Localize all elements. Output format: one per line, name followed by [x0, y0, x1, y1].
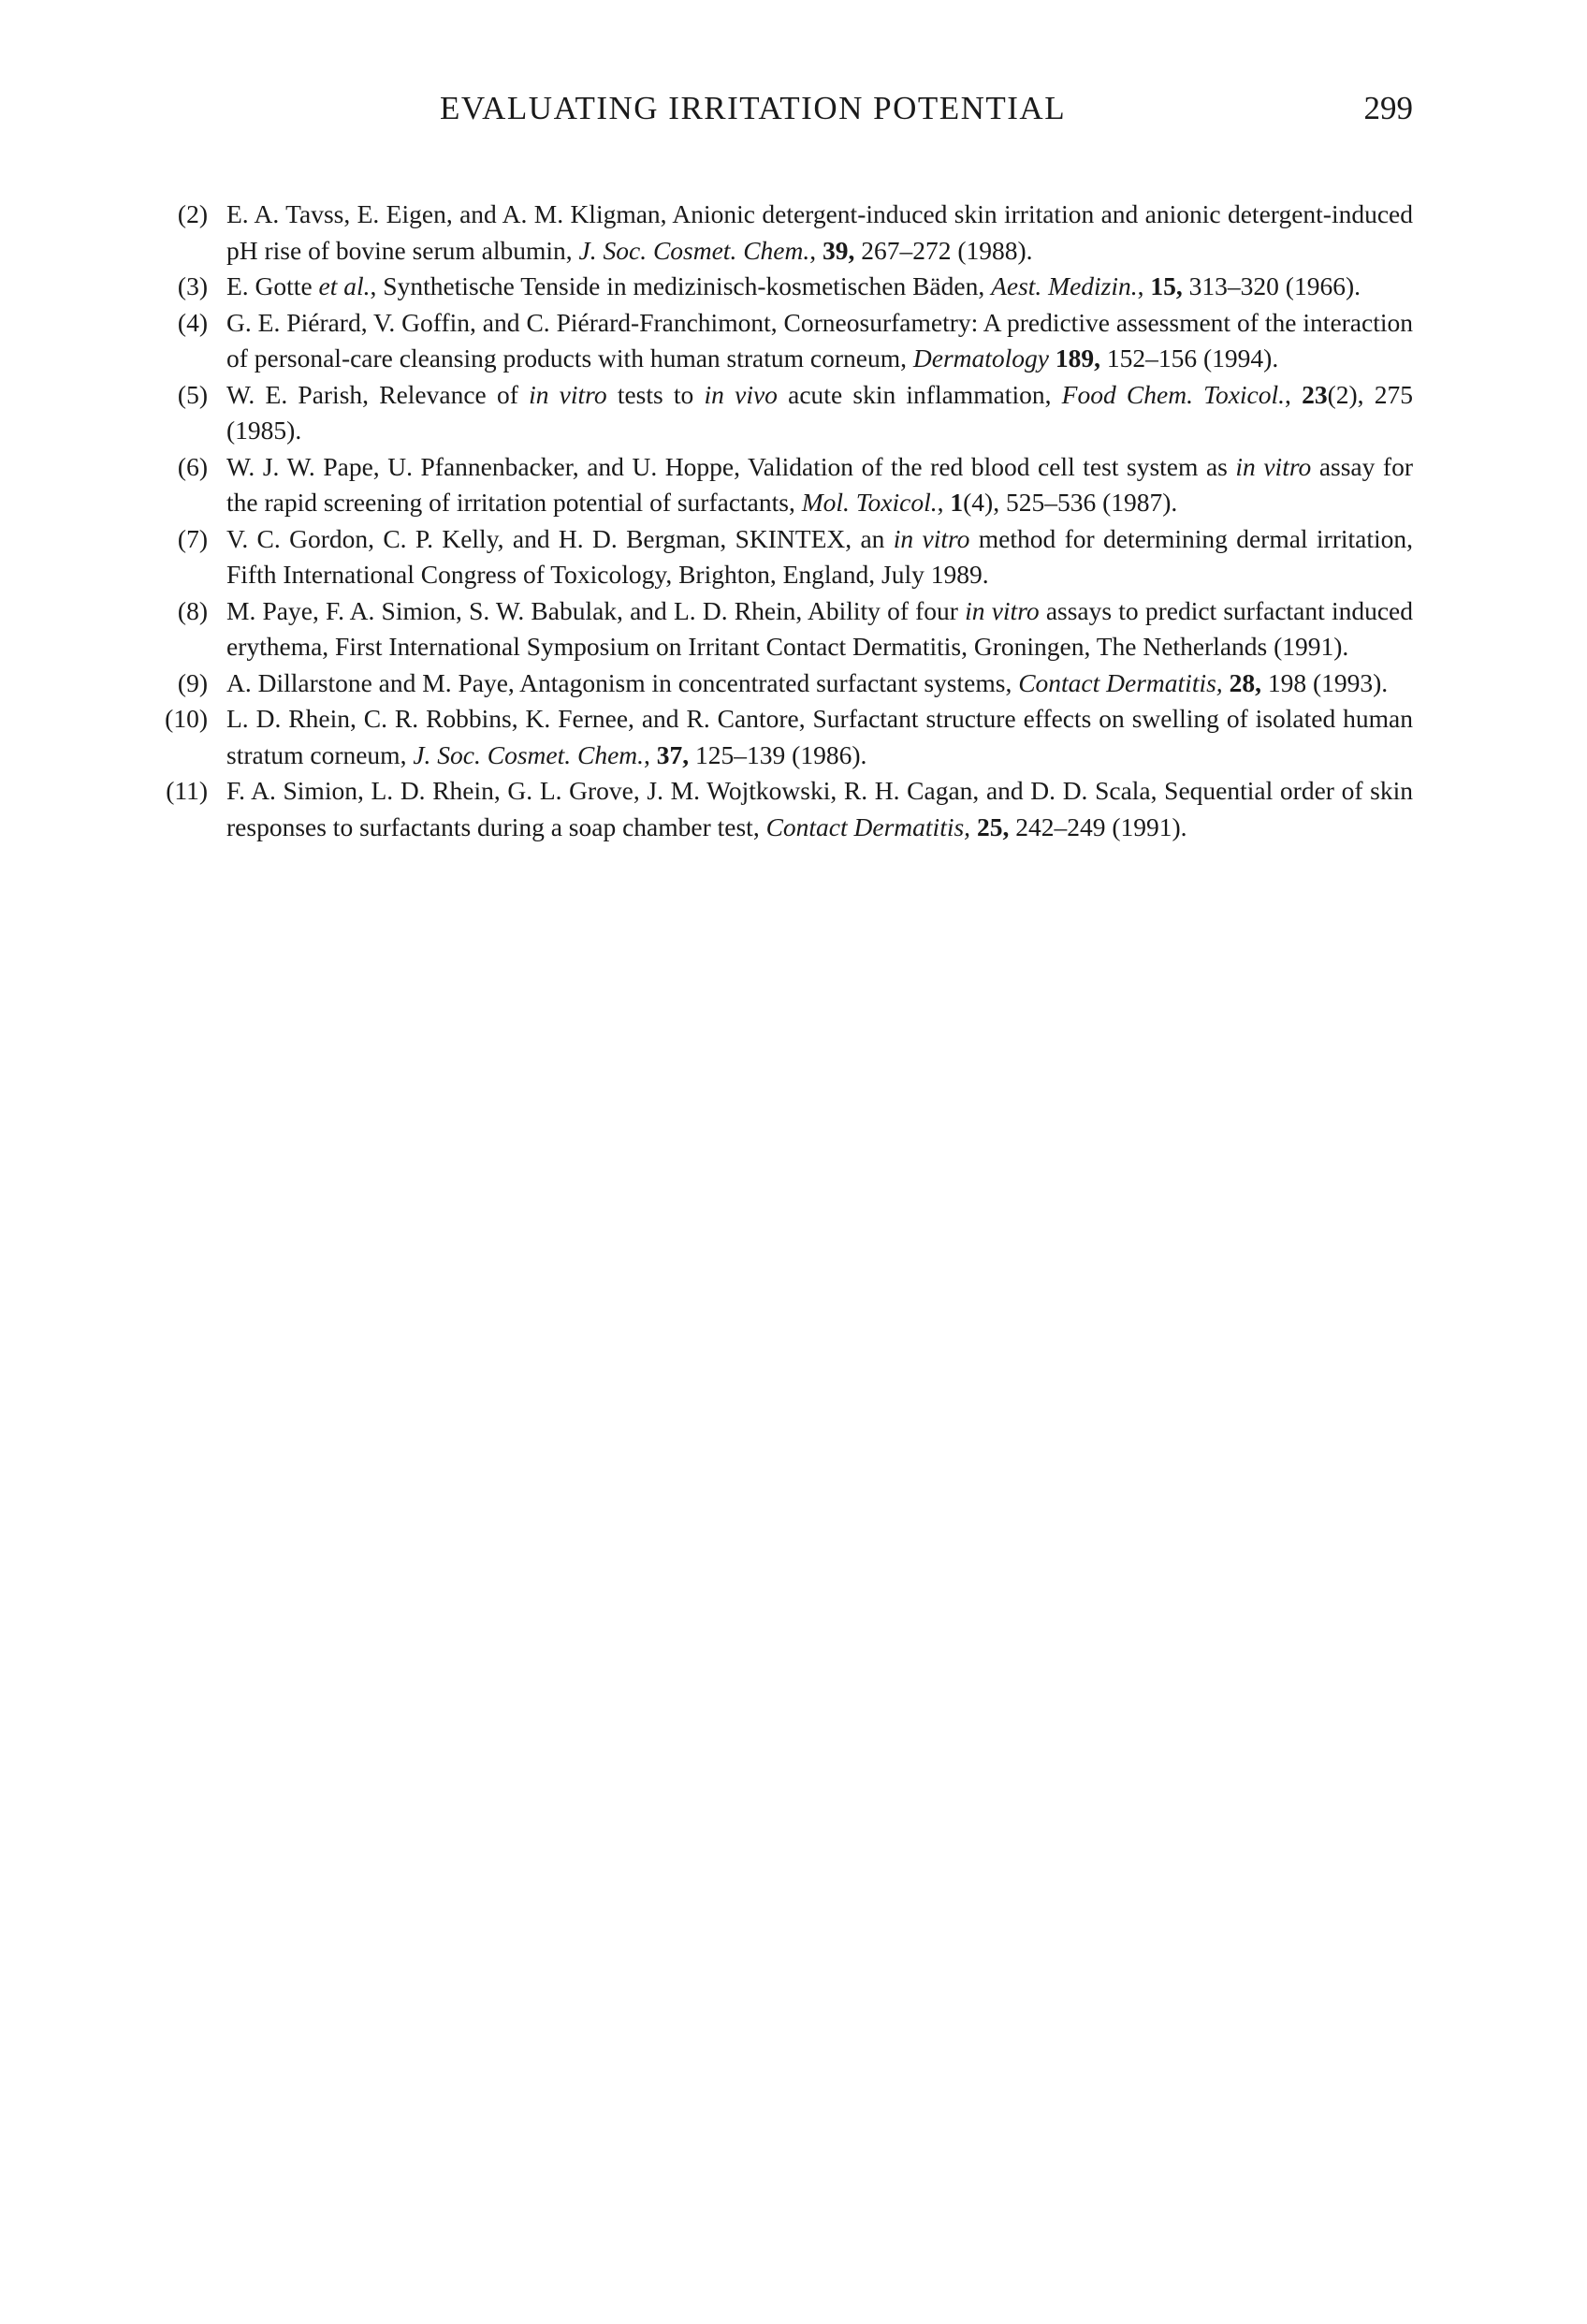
reference-number: (7) [177, 523, 208, 553]
reference-text-run: , [809, 235, 823, 265]
reference-italic-run: in vitro [1235, 451, 1312, 481]
reference-italic-run: Dermatology [912, 343, 1049, 373]
reference-text [226, 377, 1413, 449]
reference-text-run: V. C. Gordon, C. P. Kelly, and H. D. Bergman, SKINTEX, an [226, 523, 894, 553]
reference-text-run [1223, 668, 1230, 697]
reference-item [129, 773, 1413, 845]
reference-number: (4) [177, 307, 208, 337]
reference-text-run: assay for the rapid screening of irritation potential of surfactants, [226, 451, 1413, 517]
reference-item [129, 197, 1413, 269]
reference-text-run: method for determining dermal irritation, Fifth International Congress of Toxicology, Brighton, England, July 1989. [226, 523, 1413, 589]
reference-text-run: W. E. Parish, Relevance of [226, 379, 530, 409]
reference-text-run: E. A. Tavss, E. Eigen, and A. M. Kligman, Anionic detergent-induced skin irritation and anionic detergent-induced pH rise of bovine serum albumin, [226, 199, 1413, 265]
reference-text-run: 267–272 (1988). [854, 235, 1033, 265]
reference-bold-run: 37, [656, 739, 690, 769]
reference-text-run: , Synthetische Tenside in medizinisch-kosmetischen Bäden, [370, 271, 992, 300]
reference-text-run: , [1137, 271, 1151, 300]
reference-item [129, 449, 1413, 521]
reference-text [226, 773, 1413, 845]
reference-number: (11) [166, 776, 208, 805]
reference-text-run: 152–156 (1994). [1100, 343, 1279, 373]
reference-text-run [970, 812, 977, 841]
reference-italic-run: in vitro [529, 379, 607, 409]
reference-text-run: F. A. Simion, L. D. Rhein, G. L. Grove, J. M. Wojtkowski, R. H. Cagan, and D. D. Scala, Sequential order of skin responses to surfactants during a soap chamber test, [226, 776, 1413, 841]
reference-text [226, 197, 1413, 269]
reference-text-run: 242–249 (1991). [1009, 811, 1187, 841]
reference-number: (2) [177, 199, 208, 228]
reference-item [129, 701, 1413, 773]
reference-bold-run: 1 [950, 488, 964, 517]
reference-list [129, 197, 1413, 845]
reference-text-run: A. Dillarstone and M. Paye, Antagonism in concentrated surfactant systems, [226, 667, 1019, 697]
reference-text-run: , [644, 739, 657, 769]
reference-text-run [1049, 343, 1056, 373]
reference-bold-run: 189, [1055, 343, 1100, 373]
reference-text-run: L. D. Rhein, C. R. Robbins, K. Fernee, and R. Cantore, Surfactant structure effects on swelling of isolated human stratum corneum, [226, 704, 1413, 769]
reference-item [129, 269, 1413, 305]
reference-item [129, 665, 1413, 702]
reference-text-run: tests to [606, 379, 705, 409]
reference-text-run: , [1285, 379, 1303, 409]
reference-bold-run: 15, [1150, 271, 1183, 300]
reference-italic-run: Contact Dermatitis, [765, 811, 971, 841]
reference-text-run: 198 (1993). [1260, 667, 1389, 697]
reference-italic-run: in vivo [704, 379, 778, 409]
reference-text-run: (2), 275 (1985). [226, 379, 1414, 445]
reference-italic-run: in vitro [965, 595, 1040, 625]
reference-text [226, 521, 1413, 593]
reference-italic-run: in vitro [893, 523, 970, 553]
reference-number: (9) [177, 667, 208, 697]
reference-text-run: G. E. Piérard, V. Goffin, and C. Piérard-Franchimont, Corneosurfametry: A predictive assessment of the interaction of personal-care cleansing products with human stratum corneum, [226, 307, 1413, 373]
reference-number: (6) [177, 451, 208, 481]
reference-italic-run: J. Soc. Cosmet. Chem. [413, 739, 645, 769]
reference-text-run: (4), 525–536 (1987). [963, 488, 1178, 517]
reference-text-run: M. Paye, F. A. Simion, S. W. Babulak, and L. D. Rhein, Ability of four [226, 595, 966, 625]
reference-number: (10) [165, 704, 208, 733]
reference-text-run: 313–320 (1966). [1182, 271, 1361, 300]
reference-text [226, 701, 1413, 773]
reference-text-run: E. Gotte [226, 271, 319, 300]
reference-text-run: W. J. W. Pape, U. Pfannenbacker, and U. Hoppe, Validation of the red blood cell test system as [226, 451, 1236, 481]
reference-text [226, 449, 1413, 521]
reference-item [129, 377, 1413, 449]
reference-italic-run: et al. [318, 271, 371, 300]
reference-text [226, 665, 1413, 702]
reference-text [226, 269, 1413, 305]
reference-bold-run: 23 [1302, 379, 1328, 409]
reference-item [129, 593, 1413, 665]
reference-text-run: , [937, 488, 951, 517]
reference-bold-run: 25, [976, 811, 1010, 841]
reference-text-run: 125–139 (1986). [689, 739, 867, 769]
reference-text [226, 593, 1413, 665]
running-head [440, 90, 1413, 146]
reference-item [129, 521, 1413, 593]
reference-bold-run: 28, [1229, 667, 1261, 697]
reference-italic-run: Food Chem. Toxicol. [1061, 379, 1286, 409]
reference-item [129, 305, 1413, 377]
page-number: 299 [1363, 90, 1413, 126]
running-title: EVALUATING IRRITATION POTENTIAL [440, 90, 1067, 126]
reference-bold-run: 39, [822, 235, 855, 265]
reference-number: (8) [177, 595, 208, 625]
reference-italic-run: Mol. Toxicol. [801, 488, 938, 517]
reference-text-run: assays to predict surfactant induced erythema, First International Symposium on Irritant Contact Dermatitis, Groningen, The Netherlands (1991). [226, 595, 1414, 661]
reference-text-run: acute skin inflammation, [777, 379, 1062, 409]
reference-number: (5) [177, 379, 208, 409]
reference-number: (3) [177, 271, 208, 300]
reference-italic-run: J. Soc. Cosmet. Chem. [578, 235, 810, 265]
reference-italic-run: Aest. Medizin. [991, 271, 1138, 300]
reference-text [226, 305, 1413, 377]
reference-italic-run: Contact Dermatitis, [1018, 667, 1223, 697]
